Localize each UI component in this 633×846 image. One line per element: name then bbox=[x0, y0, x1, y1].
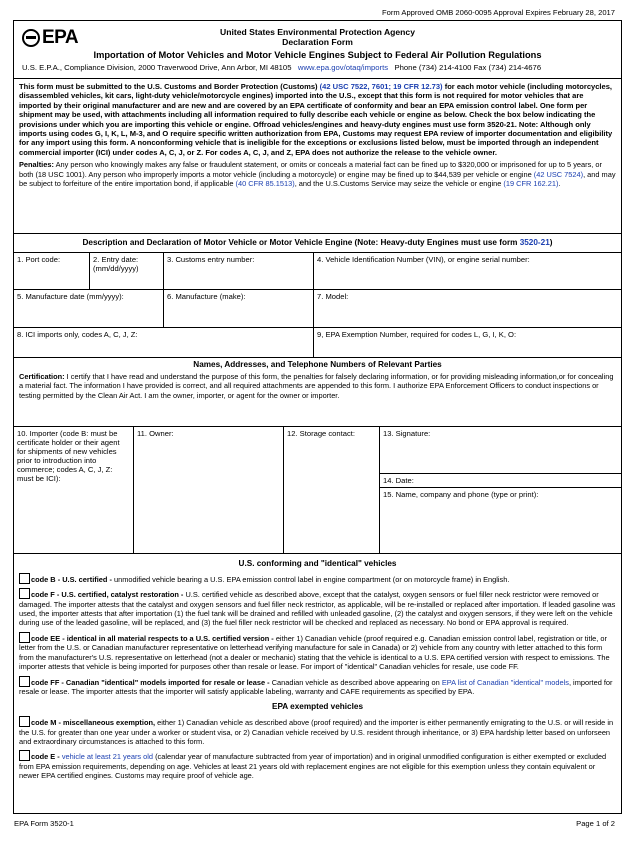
form-frame bbox=[13, 20, 622, 814]
owner-field[interactable]: 11. Owner: bbox=[134, 426, 284, 554]
storage-contact-field[interactable]: 12. Storage contact: bbox=[284, 426, 380, 554]
certification-text: Certification: I certify that I have read and understand the purpose of this form, the penalties for falsely declaring information, or for providing misleading information,or for concealing a material fact. The information I have provided is correct, and all required attachments are appended to this form. I authorize EPA Enforcement Officers to conduct inspections or testing permitted by the Clean Air Act. I am the owner, importer, or agent for the owner or importer. bbox=[19, 371, 614, 400]
code-f-checkbox[interactable] bbox=[19, 588, 30, 599]
parties-title: Names, Addresses, and Telephone Numbers of Relevant Parties bbox=[193, 360, 442, 369]
manufacture-make-field[interactable]: 6. Manufacture (make): bbox=[164, 290, 314, 328]
code-f-option: code F - U.S. certified, catalyst restoration - U.S. certified vehicle as described above, except that the catalyst, oxygen sensors or fuel filler neck restrictor were removed or damaged. The importer attests that the catalyst and oxygen sensors and fuel filler neck restrictor, as applicable, will be re-installed or replaced after importation. If leaded gasoline was used, the importer attests that after importation (1) the fuel tank will be drained and refilled with unleaded gasoline, (2) the catalyst and oxygen sensors, if they were left on the vehicle during use of the leaded gasoline, will be replaced, and (3) the fuel filler neck restrictor will be checked and replaced as necessary. No bond or EPA approval is required. bbox=[19, 590, 616, 628]
vehicle-age-link[interactable]: vehicle at least 21 years old bbox=[61, 752, 154, 762]
manufacture-date-field[interactable]: 5. Manufacture date (mm/yyyy): bbox=[14, 290, 164, 328]
model-field[interactable]: 7. Model: bbox=[314, 290, 621, 328]
epa-logo-text: EPA bbox=[42, 27, 79, 48]
penalty-citation-link[interactable]: (42 USC 7524) bbox=[533, 169, 584, 179]
form-name: Declaration Form bbox=[282, 37, 353, 47]
code-ff-option: code FF - Canadian "identical" models imported for resale or lease - Canadian vehicle as described above appearing on EPA list of Canadian "identical" models, imported for resale or lease. The importer attests that the importer will satisfy applicable labeling, warranty and CAFE requirements as specified by EPA. bbox=[19, 677, 613, 696]
epa-exemption-number-field[interactable]: 9, EPA Exemption Number, required for codes L, G, I, K, O: bbox=[314, 328, 621, 358]
code-ee-option: code EE - identical in all material respects to a U.S. certified version - either 1) Canadian vehicle (proof required e.g. Canadian emission control label, registration or title, or letter from the U.S. or Canadian manufacturer representative on letterhead verifying manufacture for sale in Canada) or 2) vehicle from any country with letter attached to this form from the manufacturer's U.S. representative on letterhead (not a dealer or mechanic) stating that the vehicle is identical to a U.S. EPA certified version with respect to emissions. The importer attests that vehicle is being imported for purposes other than resale or lease. For import of "identical" Canadian vehicles for resale, use code FF. bbox=[19, 633, 610, 672]
customs-entry-number-field[interactable]: 3. Customs entry number: bbox=[164, 252, 314, 290]
description-title: Description and Declaration of Motor Vehicle or Motor Vehicle Engine (Note: Heavy-duty Engines must use form 3520-21) bbox=[82, 238, 553, 247]
code-ff-checkbox[interactable] bbox=[19, 676, 30, 687]
intro-paragraph: This form must be submitted to the U.S. Customs and Border Protection (Customs) (42 USC 7522, 7601; 19 CFR 12.73) for each motor vehicle (including motorcycles, disassembled vehicles, kit cars, light-duty vehicle/motorcycle engines) imported into the U.S., except that this form is not required for motor vehicles that are imported by their original manufacturer and are new and are covered by an EPA certificate of conformity and bear an EPA emission control label. One form per shipment may be used, with attachments including all information required to fully describe each vehicle or engine as below. Check the box below indicating the provisions under which you are importing this vehicle or engine. Offroad vehicles/engines and heavy-duty engines must use form 3520-21. Note: Although only imports using codes G, I, K, L, M-3, and O require specific written authorization from EPA, Customs may request EPA review of importer documentation and eligibility for any import using this form. A nonconforming vehicle that is ineligible for the exceptions or exclusions listed below, must be imported through an independent commercial importer (ICI) under codes A, C, J, or Z. For codes A, C, J, and Z, EPA does not authorize the release to the vehicle owner. bbox=[19, 82, 613, 157]
page-number: Page 1 of 2 bbox=[576, 819, 615, 828]
entry-date-field[interactable]: 2. Entry date: (mm/dd/yyyy) bbox=[90, 252, 164, 290]
ici-imports-field[interactable]: 8. ICI imports only, codes A, C, J, Z: bbox=[14, 328, 314, 358]
vin-field[interactable]: 4. Vehicle Identification Number (VIN), or engine serial number: bbox=[314, 252, 621, 290]
form-number: EPA Form 3520-1 bbox=[14, 819, 74, 828]
code-m-option: code M - miscellaneous exemption, either 1) Canadian vehicle as described above (proof required) and the importer is either permanently emigrating to the U.S. or will reside in the U.S. for greater than one year under a worker or student visa, or 2) Canadian vehicle received by U.S. resident through inheritance, or 3) EPA hardship letter based on unforseen and extraordinary circumstances is attached to this form. bbox=[19, 718, 614, 746]
code-b-option: code B - U.S. certified - unmodified vehicle bearing a U.S. EPA emission control label in engine compartment (or on motorcycle frame) in English. bbox=[14, 573, 621, 584]
agency-address: U.S. E.P.A., Compliance Division, 2000 Traverwood Drive, Ann Arbor, MI 48105 www.epa.gov/otaq/imports Phone (734) 214-4100 Fax (734) 214-4676 bbox=[22, 63, 542, 72]
parties-section bbox=[14, 357, 621, 553]
conforming-title: U.S. conforming and "identical" vehicles bbox=[238, 559, 397, 568]
form-3520-21-link[interactable]: 3520-21 bbox=[519, 238, 550, 247]
importer-field[interactable]: 10. Importer (code B: must be certificate holder or their agent for shipments of new vehicles prior to introduction into commerce; codes A, C, J, Z: must be ICI): bbox=[14, 426, 134, 554]
website-link[interactable]: www.epa.gov/otaq/imports bbox=[297, 63, 389, 72]
penalties-paragraph: Penalties: Any person who knowingly makes any false or fraudulent statement, or omits or conceals a material fact can be fined up to $320,000 or imprisoned for up to 5 years, or both (18 USC 1001). Any person who improperly imports a motor vehicle (including a motorcycle) or engine may be fined up to $44,539 per vehicle or engine (42 USC 7524), and may be subject to forfeiture of the entire importation bond, if applicable (40 CFR 85.1513), and the U.S.Customs Service may seize the vehicle or engine (19 CFR 162.21). bbox=[19, 160, 616, 189]
name-company-phone-field[interactable]: 15. Name, company and phone (type or print): bbox=[380, 488, 621, 554]
code-e-option: code E - vehicle at least 21 years old (calendar year of manufacture subtracted from year of importation) and in original unmodified configuration is either exempted or excluded from EPA emission requirements, depending on age. Vehicles at least 21 years old with replacement engines are not eligible for this exemption unless they contain equivalent or newer EPA certified engines. Customs may require proof of vehicle age. bbox=[19, 752, 607, 781]
forfeiture-citation-link[interactable]: (40 CFR 85.1513) bbox=[235, 179, 295, 189]
intro-citation-link[interactable]: (42 USC 7522, 7601; 19 CFR 12.73) bbox=[319, 82, 443, 91]
codes-section bbox=[14, 553, 621, 815]
date-field[interactable]: 14. Date: bbox=[380, 474, 621, 488]
code-ee-checkbox[interactable] bbox=[19, 632, 30, 643]
agency-name: United States Environmental Protection Agency bbox=[220, 27, 415, 37]
description-section bbox=[14, 233, 621, 357]
canadian-identical-list-link[interactable]: EPA list of Canadian "identical" models bbox=[441, 677, 569, 687]
code-b-checkbox[interactable] bbox=[19, 573, 30, 584]
form-header bbox=[14, 21, 621, 79]
seizure-citation-link[interactable]: (19 CFR 162.21) bbox=[503, 179, 559, 189]
omb-approval: Form Approved OMB 2060-0095 Approval Expires February 28, 2017 bbox=[381, 8, 615, 17]
exempted-title: EPA exempted vehicles bbox=[271, 702, 363, 712]
signature-field[interactable]: 13. Signature: bbox=[380, 426, 621, 474]
port-code-field[interactable]: 1. Port code: bbox=[14, 252, 90, 290]
code-e-checkbox[interactable] bbox=[19, 750, 30, 761]
form-title: Importation of Motor Vehicles and Motor Vehicle Engines Subject to Federal Air Pollution Regulations bbox=[93, 50, 542, 60]
code-m-checkbox[interactable] bbox=[19, 716, 30, 727]
